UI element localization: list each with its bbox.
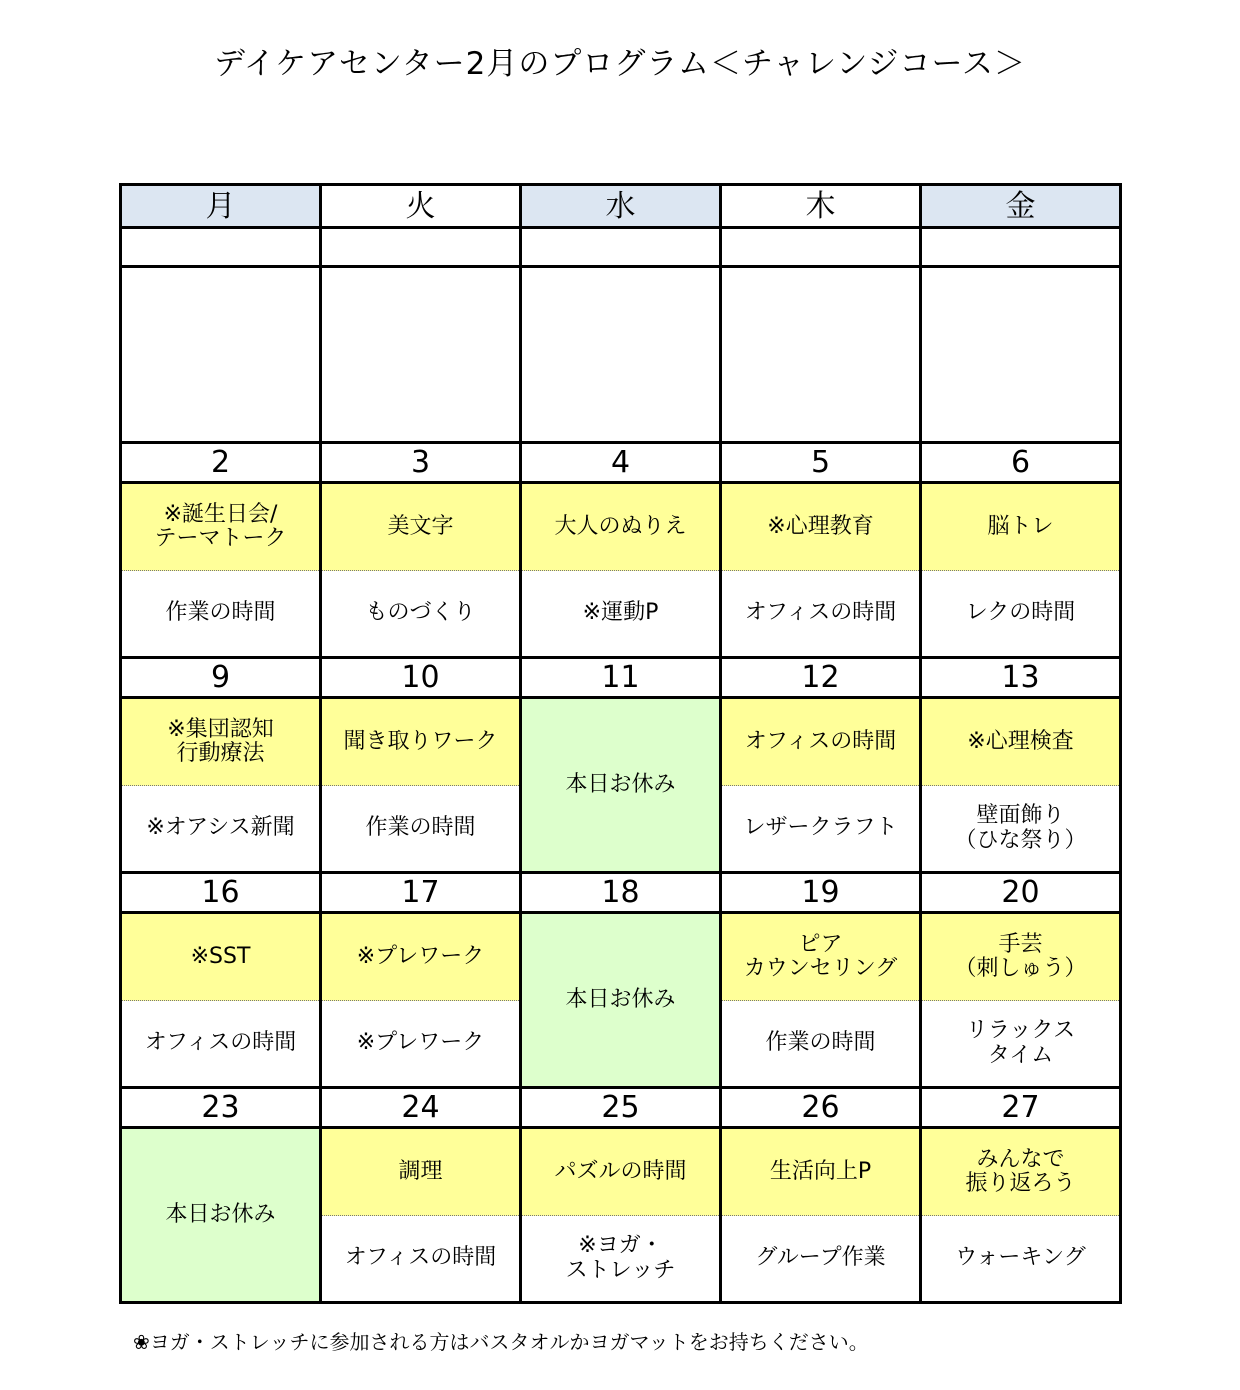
date-number: 16 [121, 873, 321, 913]
weekday-fri: 金 [921, 185, 1121, 228]
afternoon-activity: ウォーキング [921, 1216, 1121, 1303]
afternoon-activity: ※オアシス新聞 [121, 786, 321, 873]
weekday-mon: 月 [121, 185, 321, 228]
date-number: 10 [321, 658, 521, 698]
morning-activity: ※誕生日会/ テーマトーク [121, 483, 321, 571]
morning-activity: ※心理検査 [921, 698, 1121, 786]
date-number: 25 [521, 1088, 721, 1128]
afternoon-activity: 作業の時間 [721, 1001, 921, 1088]
morning-activity: ※集団認知 行動療法 [121, 698, 321, 786]
empty-cell [721, 267, 921, 443]
empty-cell [121, 267, 321, 443]
empty-cell [321, 228, 521, 267]
afternoon-activity: レザークラフト [721, 786, 921, 873]
date-row [121, 873, 1121, 913]
morning-activity: ※SST [121, 913, 321, 1001]
empty-cell [721, 228, 921, 267]
date-number: 26 [721, 1088, 921, 1128]
afternoon-activity: オフィスの時間 [721, 571, 921, 658]
date-number: 17 [321, 873, 521, 913]
afternoon-activity: ※プレワーク [321, 1001, 521, 1088]
morning-activity: ※心理教育 [721, 483, 921, 571]
morning-activity: 大人のぬりえ [521, 483, 721, 571]
morning-row [121, 913, 1121, 1001]
closed-day-cell: 本日お休み [121, 1128, 321, 1303]
afternoon-activity: オフィスの時間 [121, 1001, 321, 1088]
date-number: 6 [921, 443, 1121, 483]
date-number: 18 [521, 873, 721, 913]
date-number: 5 [721, 443, 921, 483]
afternoon-activity: ものづくり [321, 571, 521, 658]
afternoon-activity: 作業の時間 [321, 786, 521, 873]
date-number: 2 [121, 443, 321, 483]
footnote: ❀ヨガ・ストレッチに参加される方はバスタオルかヨガマットをお持ちください。 [133, 1330, 869, 1354]
afternoon-activity: レクの時間 [921, 571, 1121, 658]
empty-cell [321, 267, 521, 443]
empty-cell [521, 267, 721, 443]
date-row [121, 1088, 1121, 1128]
empty-cell [921, 228, 1121, 267]
afternoon-row [121, 571, 1121, 658]
afternoon-activity: グループ作業 [721, 1216, 921, 1303]
morning-activity: 美文字 [321, 483, 521, 571]
date-number: 20 [921, 873, 1121, 913]
date-row [121, 658, 1121, 698]
closed-day-cell: 本日お休み [521, 913, 721, 1088]
morning-activity: 調理 [321, 1128, 521, 1216]
date-number: 24 [321, 1088, 521, 1128]
morning-activity: 聞き取りワーク [321, 698, 521, 786]
date-number: 12 [721, 658, 921, 698]
afternoon-activity: ※運動P [521, 571, 721, 658]
afternoon-activity: ※ヨガ・ ストレッチ [521, 1216, 721, 1303]
date-number: 19 [721, 873, 921, 913]
date-number: 23 [121, 1088, 321, 1128]
morning-activity: みんなで 振り返ろう [921, 1128, 1121, 1216]
morning-activity: パズルの時間 [521, 1128, 721, 1216]
afternoon-activity: オフィスの時間 [321, 1216, 521, 1303]
morning-activity: ピア カウンセリング [721, 913, 921, 1001]
afternoon-activity: 作業の時間 [121, 571, 321, 658]
morning-row [121, 698, 1121, 786]
blank-date-row [121, 228, 1121, 267]
program-calendar [119, 183, 1122, 1304]
morning-row [121, 483, 1121, 571]
weekday-header-row [121, 185, 1121, 228]
morning-activity: 脳トレ [921, 483, 1121, 571]
morning-activity: 手芸 （刺しゅう） [921, 913, 1121, 1001]
empty-cell [921, 267, 1121, 443]
date-number: 4 [521, 443, 721, 483]
date-number: 13 [921, 658, 1121, 698]
morning-activity: 生活向上P [721, 1128, 921, 1216]
weekday-tue: 火 [321, 185, 521, 228]
date-number: 3 [321, 443, 521, 483]
date-number: 27 [921, 1088, 1121, 1128]
date-number: 9 [121, 658, 321, 698]
morning-activity: ※プレワーク [321, 913, 521, 1001]
blank-week-row [121, 267, 1121, 443]
morning-activity: オフィスの時間 [721, 698, 921, 786]
page-title: デイケアセンター2月のプログラム＜チャレンジコース＞ [213, 46, 1027, 82]
empty-cell [521, 228, 721, 267]
date-row [121, 443, 1121, 483]
weekday-thu: 木 [721, 185, 921, 228]
date-number: 11 [521, 658, 721, 698]
empty-cell [121, 228, 321, 267]
closed-day-cell: 本日お休み [521, 698, 721, 873]
morning-row [121, 1128, 1121, 1216]
weekday-wed: 水 [521, 185, 721, 228]
afternoon-activity: 壁面飾り （ひな祭り） [921, 786, 1121, 873]
afternoon-activity: リラックス タイム [921, 1001, 1121, 1088]
